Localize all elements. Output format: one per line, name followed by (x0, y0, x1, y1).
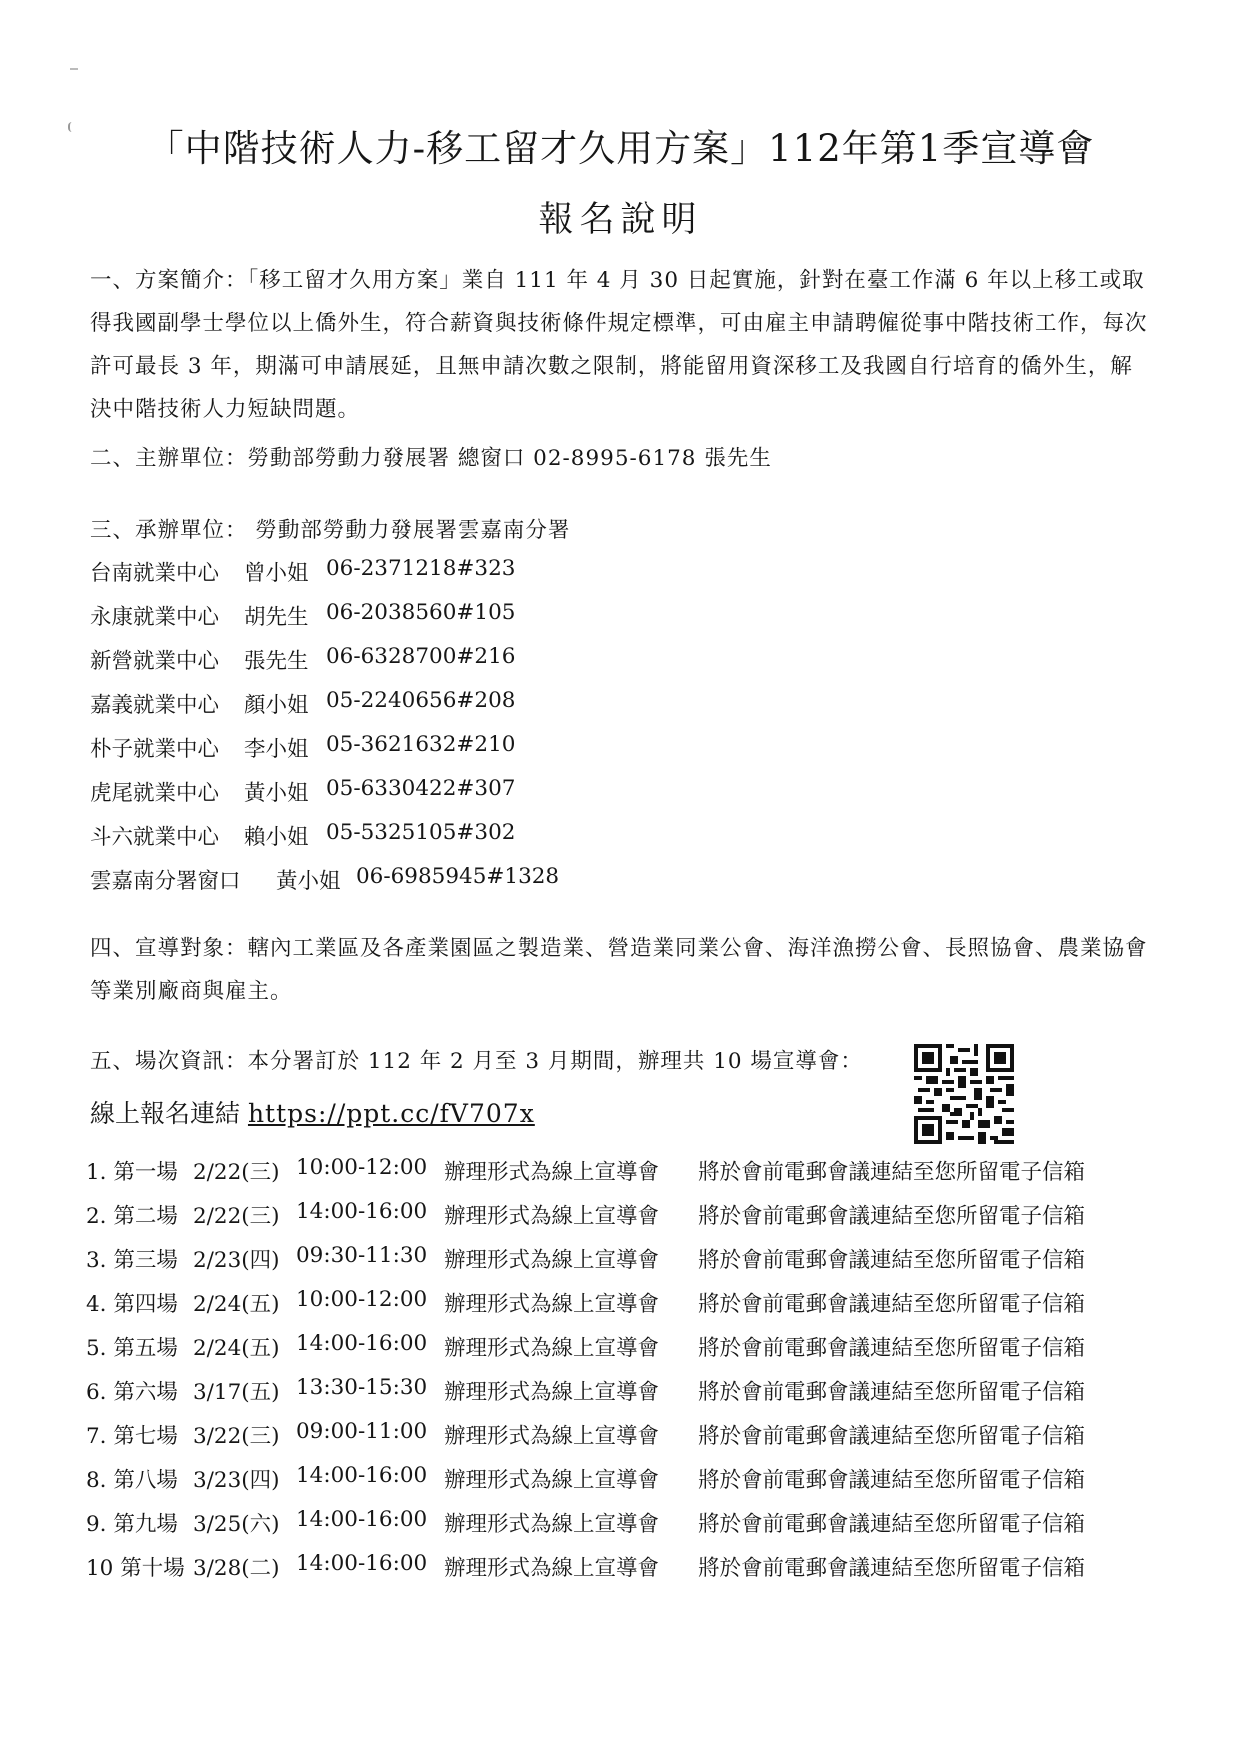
session-mode: 辦理形式為線上宣導會 (444, 1248, 660, 1273)
contact-center: 雲嘉南分署窗口 (90, 869, 241, 894)
contact-center: 虎尾就業中心 (90, 781, 220, 806)
session-number: 2. 第二場 (86, 1204, 178, 1229)
contact-phone: 05-5325105#302 (326, 820, 516, 845)
session-time: 14:00-16:00 (296, 1199, 428, 1224)
session-note: 將於會前電郵會議連結至您所留電子信箱 (698, 1468, 1086, 1493)
session-number: 8. 第八場 (86, 1468, 178, 1493)
session-date: 2/22(三) (193, 1160, 280, 1185)
session-time: 14:00-16:00 (296, 1507, 428, 1532)
session-note: 將於會前電郵會議連結至您所留電子信箱 (698, 1380, 1086, 1405)
contact-person: 顏小姐 (244, 693, 309, 718)
session-time: 10:00-12:00 (296, 1155, 428, 1180)
session-time: 09:30-11:30 (296, 1243, 428, 1268)
session-note: 將於會前電郵會議連結至您所留電子信箱 (698, 1556, 1086, 1581)
document-subtitle: 報名說明 (538, 200, 703, 240)
contact-center: 永康就業中心 (90, 605, 220, 630)
program-intro: 一、方案簡介：「移工留才久用方案」業自 111 年 4 月 30 日起實施，針對在臺工作滿 6 年以上移工或取得我國副學士學位以上僑外生，符合薪資與技術條件規定標準，可由雇主申請聘僱從事中階技術工作，每次許可最長 3 年，期滿可申請展延，且無申請次數之限制，將能留用資深移工及我國自行培育的僑外生，解決中階技術人力短缺問題。 (90, 268, 1148, 422)
session-mode: 辦理形式為線上宣導會 (444, 1512, 660, 1537)
session-number: 4. 第四場 (86, 1292, 178, 1317)
contact-center: 嘉義就業中心 (90, 693, 220, 718)
contact-person: 黃小姐 (244, 781, 309, 806)
registration-link-label: 線上報名連結 (90, 1099, 248, 1128)
target-audience: 四、宣導對象：轄內工業區及各產業園區之製造業、營造業同業公會、海洋漁撈公會、長照協會、農業協會等業別廠商與雇主。 (90, 936, 1148, 1004)
organizer-line: 二、主辦單位：勞動部勞動力發展署 總窗口 02-8995-6178 張先生 (90, 446, 772, 471)
session-time: 13:30-15:30 (296, 1375, 428, 1400)
contact-phone: 06-2038560#105 (326, 600, 516, 625)
contact-person: 李小姐 (244, 737, 309, 762)
session-note: 將於會前電郵會議連結至您所留電子信箱 (698, 1204, 1086, 1229)
session-number: 5. 第五場 (86, 1336, 178, 1361)
document-title: 「中階技術人力-移工留才久用方案」112年第1季宣導會 (146, 127, 1095, 170)
contact-center: 台南就業中心 (90, 561, 220, 586)
contact-phone: 05-6330422#307 (326, 776, 516, 801)
session-time: 14:00-16:00 (296, 1331, 428, 1356)
session-date: 3/25(六) (193, 1512, 280, 1537)
session-time: 09:00-11:00 (296, 1419, 428, 1444)
contact-center: 新營就業中心 (90, 649, 220, 674)
session-date: 3/22(三) (193, 1424, 280, 1449)
session-date: 3/28(二) (193, 1556, 280, 1581)
session-number: 10 第十場 (86, 1556, 185, 1581)
qr-code-icon[interactable] (914, 1044, 1014, 1144)
session-mode: 辦理形式為線上宣導會 (444, 1468, 660, 1493)
session-number: 7. 第七場 (86, 1424, 178, 1449)
session-mode: 辦理形式為線上宣導會 (444, 1556, 660, 1581)
contact-person: 曾小姐 (244, 561, 309, 586)
registration-link[interactable]: https://ppt.cc/fV707x (247, 1099, 535, 1128)
contact-person: 黃小姐 (276, 869, 341, 894)
session-time: 10:00-12:00 (296, 1287, 428, 1312)
registration-link-line (90, 1094, 535, 1130)
session-time: 14:00-16:00 (296, 1551, 428, 1576)
session-mode: 辦理形式為線上宣導會 (444, 1380, 660, 1405)
contact-phone: 06-6328700#216 (326, 644, 516, 669)
session-mode: 辦理形式為線上宣導會 (444, 1424, 660, 1449)
contact-center: 斗六就業中心 (90, 825, 220, 850)
session-number: 9. 第九場 (86, 1512, 178, 1537)
contact-person: 胡先生 (244, 605, 309, 630)
session-number: 3. 第三場 (86, 1248, 178, 1273)
session-note: 將於會前電郵會議連結至您所留電子信箱 (698, 1512, 1086, 1537)
session-note: 將於會前電郵會議連結至您所留電子信箱 (698, 1424, 1086, 1449)
session-mode: 辦理形式為線上宣導會 (444, 1336, 660, 1361)
session-note: 將於會前電郵會議連結至您所留電子信箱 (698, 1336, 1086, 1361)
session-date: 2/24(五) (193, 1292, 280, 1317)
contact-phone: 06-6985945#1328 (356, 864, 560, 889)
contact-phone: 06-2371218#323 (326, 556, 516, 581)
co-organizer-heading: 三、承辦單位： 勞動部勞動力發展署雲嘉南分署 (90, 518, 571, 543)
contact-phone: 05-3621632#210 (326, 732, 516, 757)
session-date: 2/22(三) (193, 1204, 280, 1229)
session-mode: 辦理形式為線上宣導會 (444, 1204, 660, 1229)
session-mode: 辦理形式為線上宣導會 (444, 1160, 660, 1185)
session-date: 3/23(四) (193, 1468, 280, 1493)
session-number: 1. 第一場 (86, 1160, 178, 1185)
contact-phone: 05-2240656#208 (326, 688, 516, 713)
contact-center: 朴子就業中心 (90, 737, 220, 762)
session-note: 將於會前電郵會議連結至您所留電子信箱 (698, 1160, 1086, 1185)
session-date: 2/23(四) (193, 1248, 280, 1273)
contact-person: 賴小姐 (244, 825, 309, 850)
contact-person: 張先生 (244, 649, 309, 674)
session-date: 3/17(五) (193, 1380, 280, 1405)
session-note: 將於會前電郵會議連結至您所留電子信箱 (698, 1248, 1086, 1273)
session-mode: 辦理形式為線上宣導會 (444, 1292, 660, 1317)
session-number: 6. 第六場 (86, 1380, 178, 1405)
scan-speck (70, 68, 78, 70)
session-info: 五、場次資訊：本分署訂於 112 年 2 月至 3 月期間，辦理共 10 場宣導會： (90, 1049, 863, 1074)
session-note: 將於會前電郵會議連結至您所留電子信箱 (698, 1292, 1086, 1317)
session-date: 2/24(五) (193, 1336, 280, 1361)
session-time: 14:00-16:00 (296, 1463, 428, 1488)
